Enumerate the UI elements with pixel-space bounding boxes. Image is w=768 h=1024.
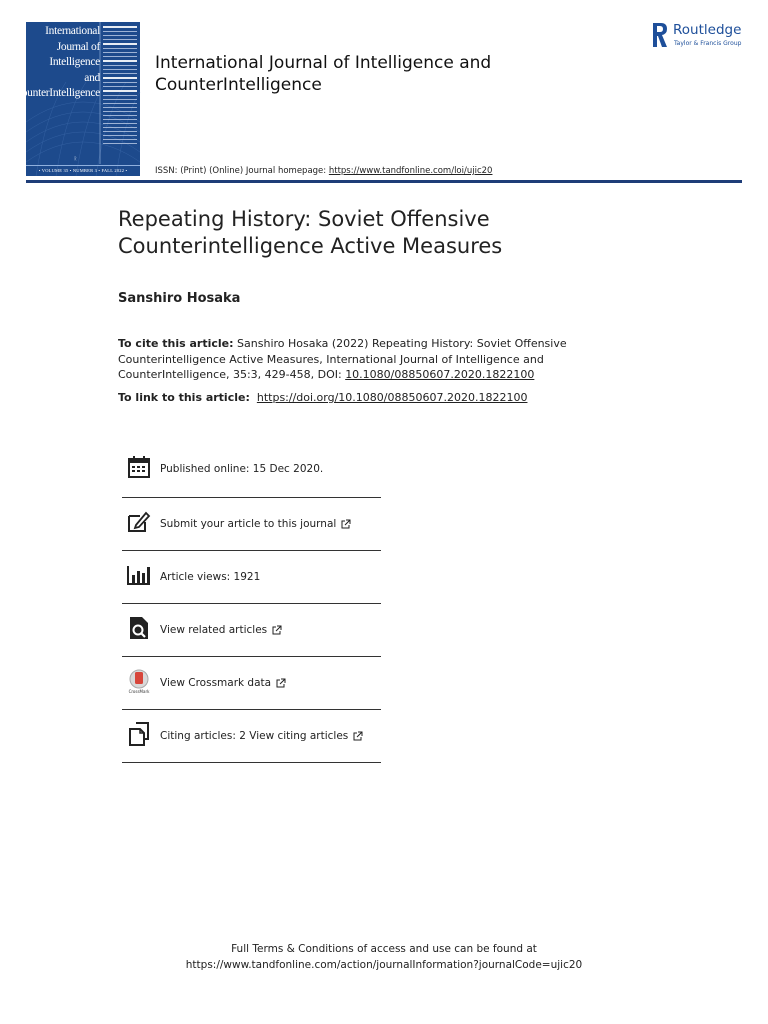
header-rule	[26, 180, 742, 183]
calendar-icon	[126, 454, 152, 480]
related-articles-row[interactable]	[122, 604, 381, 657]
article-link-line	[118, 391, 527, 404]
crossmark-icon	[126, 668, 152, 694]
external-link-icon	[276, 678, 286, 688]
journal-cover-image	[14, 22, 140, 176]
publisher-name: Routledge	[673, 22, 742, 38]
citing-articles-icon	[126, 721, 152, 747]
submit-edit-icon	[126, 509, 152, 535]
submit-article-row[interactable]	[122, 498, 381, 551]
doi-link[interactable]: 10.1080/08850607.2020.1822100	[345, 368, 535, 381]
related-search-icon	[126, 615, 152, 641]
article-views-text: Article views: 1921	[160, 571, 261, 583]
terms-footer	[0, 942, 768, 973]
svg-text:CrossMark: CrossMark	[128, 689, 150, 694]
article-title: Repeating History: Soviet Offensive Counterintelligence Active Measures	[118, 207, 503, 258]
issn-text: ISSN: (Print) (Online) Journal homepage:	[155, 166, 329, 176]
external-link-icon	[341, 519, 351, 529]
issn-line	[155, 166, 492, 176]
routledge-logo-icon	[652, 22, 668, 48]
terms-url[interactable]: https://www.tandfonline.com/action/journalInformation?journalCode=ujic20	[185, 958, 583, 971]
article-info-list	[122, 443, 381, 763]
external-link-icon	[272, 625, 282, 635]
cite-text: Sanshiro Hosaka (2022) Repeating History: Soviet Offensive Counterintelligence Active Measures, International Journal of Intelligence and CounterIntelligence, 35:3, 429-458, DOI:	[118, 337, 567, 381]
submit-article-link[interactable]: Submit your article to this journal	[160, 518, 337, 530]
journal-homepage-link[interactable]: https://www.tandfonline.com/loi/ujic20	[328, 166, 493, 176]
citation-block	[118, 336, 588, 383]
cover-title: International Journal of Intelligence and CounterIntelligence	[14, 25, 100, 99]
journal-title: International Journal of Intelligence and CounterIntelligence	[155, 53, 492, 95]
cover-publisher-logo: ᚱ	[74, 157, 78, 162]
terms-text: Full Terms & Conditions of access and use can be found at	[231, 943, 537, 955]
citing-articles-row[interactable]	[122, 710, 381, 763]
citing-articles-link[interactable]: Citing articles: 2 View citing articles	[160, 730, 349, 742]
cite-label: To cite this article:	[118, 337, 234, 350]
cover-footer: • VOLUME 35 • NUMBER 3 • FALL 2022 •	[38, 168, 128, 173]
related-articles-link[interactable]: View related articles	[160, 624, 268, 636]
article-url-link[interactable]: https://doi.org/10.1080/08850607.2020.1822100	[256, 391, 528, 404]
crossmark-link[interactable]: View Crossmark data	[160, 677, 272, 689]
article-views-row	[122, 551, 381, 604]
publisher-logo	[652, 22, 752, 52]
external-link-icon	[353, 731, 363, 741]
article-author: Sanshiro Hosaka	[118, 291, 241, 306]
cover-contents-lines	[103, 26, 137, 147]
published-online-row	[122, 443, 381, 498]
link-label: To link to this article:	[118, 391, 250, 404]
cover-divider	[26, 165, 140, 166]
bar-chart-icon	[126, 562, 152, 588]
publisher-group: Taylor & Francis Group	[674, 40, 742, 47]
published-online-text: Published online: 15 Dec 2020.	[160, 463, 324, 475]
crossmark-row[interactable]	[122, 657, 381, 710]
